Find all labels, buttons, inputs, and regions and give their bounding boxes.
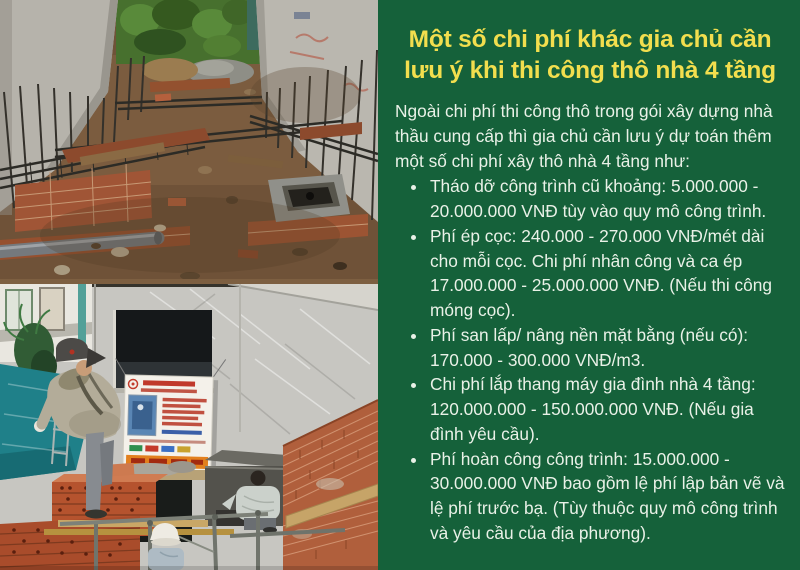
intro-text: Ngoài chi phí thi công thô trong gói xây dựng nhà thầu cung cấp thì gia chủ cần lưu ý dự toán thêm một số chi phí xây thô nhà 4 tầng như: <box>395 101 773 171</box>
photo-column <box>0 0 378 570</box>
foliage <box>116 0 260 64</box>
cost-item-completion: • Phí hoàn công công trình: 15.000.000 - 30.000.000 VNĐ bao gồm lệ phí lập bản vẽ và lệ phí trước bạ. (Tùy thuộc quy mô công trình và yêu cầu của địa phương). <box>428 447 785 546</box>
cost-item-piling: • Phí ép cọc: 240.000 - 270.000 VNĐ/mét dài cho mỗi cọc. Chi phí nhân công và ca ép 17.000.000 - 25.000.000 VNĐ. (Nếu thi công móng cọc). <box>428 224 785 323</box>
photo-house-construction <box>0 284 378 570</box>
photo-foundation-site <box>0 0 378 284</box>
info-panel <box>378 0 800 570</box>
cost-item-leveling: • Phí san lấp/ nâng nền mặt bằng (nếu có): 170.000 - 300.000 VNĐ/m3. <box>428 323 785 372</box>
cost-item-demolition: • Tháo dỡ công trình cũ khoảng: 5.000.000 - 20.000.000 VNĐ tùy vào quy mô công trình. <box>428 174 785 223</box>
title-line-2: lưu ý khi thi công thô nhà 4 tầng <box>404 57 776 85</box>
cost-list <box>395 174 785 545</box>
cost-item-elevator: • Chi phí lắp thang máy gia đình nhà 4 tầng: 120.000.000 - 150.000.000 VNĐ. (Nếu gia đình yêu cầu). <box>428 372 785 446</box>
title-line-1: Một số chi phí khác gia chủ cần <box>408 26 772 53</box>
panel-title <box>395 24 785 86</box>
sand-pile <box>142 58 198 82</box>
